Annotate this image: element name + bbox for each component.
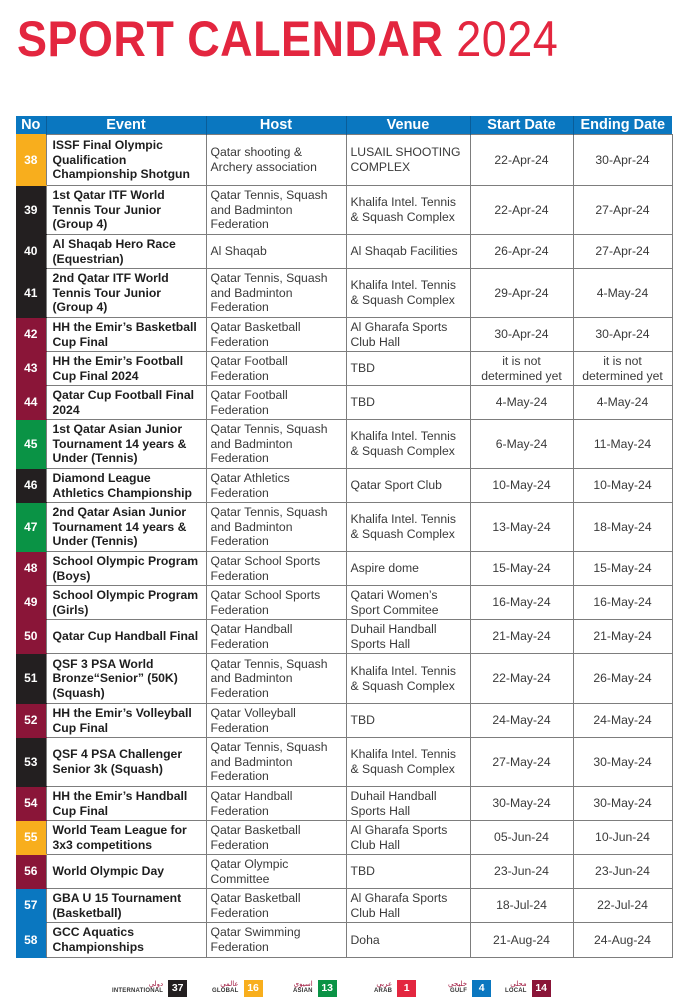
legend-item-global [212, 978, 263, 998]
table-row [16, 654, 672, 704]
title-main: SPORT CALENDAR [17, 11, 444, 67]
end-date: 24-May-24 [573, 704, 672, 738]
legend-count-badge: 14 [532, 980, 551, 997]
table-row [16, 552, 672, 586]
page-title [17, 8, 558, 70]
header-no: No [16, 116, 46, 135]
start-date: 22-Apr-24 [470, 135, 573, 186]
event-venue: Khalifa Intel. Tennis & Squash Complex [346, 738, 470, 787]
legend-arabic-label: محلي [510, 980, 527, 988]
row-number: 52 [16, 704, 46, 738]
row-number: 46 [16, 469, 46, 503]
row-number: 49 [16, 586, 46, 620]
row-number: 38 [16, 135, 46, 186]
event-name: GBA U 15 Tournament (Basketball) [46, 889, 206, 923]
legend-label [448, 981, 467, 995]
legend-item-local [505, 978, 551, 998]
row-number: 56 [16, 855, 46, 889]
event-venue: TBD [346, 704, 470, 738]
row-number: 40 [16, 235, 46, 269]
start-date: 05-Jun-24 [470, 821, 573, 855]
table-row [16, 923, 672, 958]
table-row [16, 420, 672, 469]
event-venue: Al Gharafa Sports Club Hall [346, 821, 470, 855]
end-date: it is not determined yet [573, 352, 672, 386]
event-venue: Al Gharafa Sports Club Hall [346, 318, 470, 352]
start-date: 26-Apr-24 [470, 235, 573, 269]
row-number: 42 [16, 318, 46, 352]
header-venue: Venue [346, 116, 470, 135]
header-host: Host [206, 116, 346, 135]
event-name: 2nd Qatar ITF World Tennis Tour Junior (Group 4) [46, 269, 206, 318]
event-venue: Duhail Handball Sports Hall [346, 620, 470, 654]
event-name: School Olympic Program (Girls) [46, 586, 206, 620]
event-host: Qatar School Sports Federation [206, 586, 346, 620]
event-venue: Khalifa Intel. Tennis & Squash Complex [346, 420, 470, 469]
table-row [16, 586, 672, 620]
table-row [16, 269, 672, 318]
event-host: Al Shaqab [206, 235, 346, 269]
table-row [16, 135, 672, 186]
table-row [16, 352, 672, 386]
event-venue: Khalifa Intel. Tennis & Squash Complex [346, 654, 470, 704]
row-number: 48 [16, 552, 46, 586]
end-date: 30-Apr-24 [573, 318, 672, 352]
event-host: Qatar Volleyball Federation [206, 704, 346, 738]
start-date: 22-May-24 [470, 654, 573, 704]
event-host: Qatar Tennis, Squash and Badminton Federation [206, 420, 346, 469]
event-host: Qatar Basketball Federation [206, 821, 346, 855]
legend-count-badge: 16 [244, 980, 263, 997]
title-year: 2024 [456, 11, 559, 67]
event-host: Qatar Tennis, Squash and Badminton Federation [206, 503, 346, 552]
row-number: 53 [16, 738, 46, 787]
legend-count-badge: 1 [397, 980, 416, 997]
end-date: 4-May-24 [573, 269, 672, 318]
event-venue: Khalifa Intel. Tennis & Squash Complex [346, 503, 470, 552]
table-row [16, 889, 672, 923]
header-ending-date: Ending Date [573, 116, 672, 135]
start-date: 24-May-24 [470, 704, 573, 738]
legend-arabic-label: عالمي [220, 980, 239, 988]
legend-label [505, 981, 527, 995]
row-number: 45 [16, 420, 46, 469]
event-venue: Qatar Sport Club [346, 469, 470, 503]
end-date: 24-Aug-24 [573, 923, 672, 958]
legend-english-label: ASIAN [293, 988, 313, 994]
event-venue: Khalifa Intel. Tennis & Squash Complex [346, 186, 470, 235]
end-date: 30-May-24 [573, 787, 672, 821]
row-number: 39 [16, 186, 46, 235]
event-host: Qatar Football Federation [206, 386, 346, 420]
event-name: HH the Emir’s Football Cup Final 2024 [46, 352, 206, 386]
event-name: Al Shaqab Hero Race (Equestrian) [46, 235, 206, 269]
row-number: 55 [16, 821, 46, 855]
start-date: 27-May-24 [470, 738, 573, 787]
event-name: Qatar Cup Handball Final [46, 620, 206, 654]
event-host: Qatar Tennis, Squash and Badminton Federation [206, 654, 346, 704]
event-host: Qatar Tennis, Squash and Badminton Federation [206, 186, 346, 235]
event-host: Qatar Tennis, Squash and Badminton Federation [206, 269, 346, 318]
end-date: 15-May-24 [573, 552, 672, 586]
row-number: 41 [16, 269, 46, 318]
table-row [16, 620, 672, 654]
event-name: Qatar Cup Football Final 2024 [46, 386, 206, 420]
start-date: 22-Apr-24 [470, 186, 573, 235]
event-host: Qatar Handball Federation [206, 620, 346, 654]
event-venue: LUSAIL SHOOTING COMPLEX [346, 135, 470, 186]
legend-english-label: GULF [449, 988, 468, 994]
event-host: Qatar Olympic Committee [206, 855, 346, 889]
start-date: 23-Jun-24 [470, 855, 573, 889]
event-host: Qatar shooting & Archery association [206, 135, 346, 186]
end-date: 27-Apr-24 [573, 186, 672, 235]
event-venue: TBD [346, 352, 470, 386]
legend-arabic-label: خليجي [448, 980, 468, 988]
event-name: HH the Emir’s Basketball Cup Final [46, 318, 206, 352]
event-venue: Al Shaqab Facilities [346, 235, 470, 269]
event-name: HH the Emir’s Volleyball Cup Final [46, 704, 206, 738]
event-name: 1st Qatar Asian Junior Tournament 14 years & Under (Tennis) [46, 420, 206, 469]
end-date: 22-Jul-24 [573, 889, 672, 923]
table-row [16, 704, 672, 738]
event-name: World Olympic Day [46, 855, 206, 889]
event-name: QSF 3 PSA World Bronze“Senior” (50K) (Squash) [46, 654, 206, 704]
table-row [16, 469, 672, 503]
event-venue: Aspire dome [346, 552, 470, 586]
event-host: Qatar Swimming Federation [206, 923, 346, 958]
end-date: 16-May-24 [573, 586, 672, 620]
start-date: it is not determined yet [470, 352, 573, 386]
event-host: Qatar Basketball Federation [206, 318, 346, 352]
event-venue: Qatari Women’s Sport Commitee [346, 586, 470, 620]
legend-arabic-label: دولي [148, 980, 164, 988]
event-host: Qatar Basketball Federation [206, 889, 346, 923]
legend-count-badge: 37 [168, 980, 187, 997]
end-date: 4-May-24 [573, 386, 672, 420]
legend-item-gulf [448, 978, 491, 998]
event-venue: TBD [346, 855, 470, 889]
start-date: 30-Apr-24 [470, 318, 573, 352]
start-date: 16-May-24 [470, 586, 573, 620]
table-row [16, 386, 672, 420]
end-date: 30-May-24 [573, 738, 672, 787]
start-date: 30-May-24 [470, 787, 573, 821]
start-date: 13-May-24 [470, 503, 573, 552]
row-number: 50 [16, 620, 46, 654]
end-date: 27-Apr-24 [573, 235, 672, 269]
row-number: 54 [16, 787, 46, 821]
start-date: 21-May-24 [470, 620, 573, 654]
row-number: 51 [16, 654, 46, 704]
event-venue: Duhail Handball Sports Hall [346, 787, 470, 821]
legend-english-label: GLOBAL [212, 988, 239, 994]
event-host: Qatar Football Federation [206, 352, 346, 386]
table-row [16, 787, 672, 821]
table-row [16, 821, 672, 855]
event-venue: Doha [346, 923, 470, 958]
event-host: Qatar Athletics Federation [206, 469, 346, 503]
legend-label [293, 981, 313, 995]
end-date: 10-May-24 [573, 469, 672, 503]
event-host: Qatar School Sports Federation [206, 552, 346, 586]
table-row [16, 503, 672, 552]
legend-arabic-label: اسيوي [293, 980, 313, 988]
header-event: Event [46, 116, 206, 135]
legend-count-badge: 4 [472, 980, 491, 997]
end-date: 10-Jun-24 [573, 821, 672, 855]
table-row [16, 855, 672, 889]
event-name: ISSF Final Olympic Qualification Championship Shotgun [46, 135, 206, 186]
event-name: World Team League for 3x3 competitions [46, 821, 206, 855]
start-date: 15-May-24 [470, 552, 573, 586]
event-name: 2nd Qatar Asian Junior Tournament 14 years & Under (Tennis) [46, 503, 206, 552]
end-date: 26-May-24 [573, 654, 672, 704]
table-header-row [16, 116, 672, 135]
event-venue: Khalifa Intel. Tennis & Squash Complex [346, 269, 470, 318]
row-number: 57 [16, 889, 46, 923]
event-host: Qatar Tennis, Squash and Badminton Federation [206, 738, 346, 787]
start-date: 4-May-24 [470, 386, 573, 420]
table-row [16, 738, 672, 787]
legend-english-label: INTERNATIONAL [112, 988, 164, 994]
event-name: HH the Emir’s Handball Cup Final [46, 787, 206, 821]
start-date: 29-Apr-24 [470, 269, 573, 318]
header-start-date: Start Date [470, 116, 573, 135]
event-name: School Olympic Program (Boys) [46, 552, 206, 586]
legend-label [112, 981, 163, 995]
start-date: 18-Jul-24 [470, 889, 573, 923]
event-venue: TBD [346, 386, 470, 420]
category-legend [0, 978, 683, 998]
calendar-table [16, 116, 673, 958]
legend-english-label: LOCAL [505, 988, 527, 994]
legend-item-international [112, 978, 187, 998]
legend-item-arab [374, 978, 416, 998]
legend-count-badge: 13 [318, 980, 337, 997]
event-name: GCC Aquatics Championships [46, 923, 206, 958]
end-date: 21-May-24 [573, 620, 672, 654]
end-date: 30-Apr-24 [573, 135, 672, 186]
legend-label [212, 981, 239, 995]
event-venue: Al Gharafa Sports Club Hall [346, 889, 470, 923]
end-date: 11-May-24 [573, 420, 672, 469]
legend-item-asian [293, 978, 337, 998]
event-host: Qatar Handball Federation [206, 787, 346, 821]
start-date: 21-Aug-24 [470, 923, 573, 958]
table-row [16, 186, 672, 235]
legend-english-label: ARAB [374, 988, 393, 994]
legend-arabic-label: عربي [376, 980, 393, 988]
end-date: 23-Jun-24 [573, 855, 672, 889]
end-date: 18-May-24 [573, 503, 672, 552]
start-date: 6-May-24 [470, 420, 573, 469]
event-name: QSF 4 PSA Challenger Senior 3k (Squash) [46, 738, 206, 787]
row-number: 58 [16, 923, 46, 958]
start-date: 10-May-24 [470, 469, 573, 503]
row-number: 43 [16, 352, 46, 386]
row-number: 44 [16, 386, 46, 420]
legend-label [374, 981, 392, 995]
event-name: 1st Qatar ITF World Tennis Tour Junior (Group 4) [46, 186, 206, 235]
table-row [16, 318, 672, 352]
table-row [16, 235, 672, 269]
event-name: Diamond League Athletics Championship [46, 469, 206, 503]
row-number: 47 [16, 503, 46, 552]
